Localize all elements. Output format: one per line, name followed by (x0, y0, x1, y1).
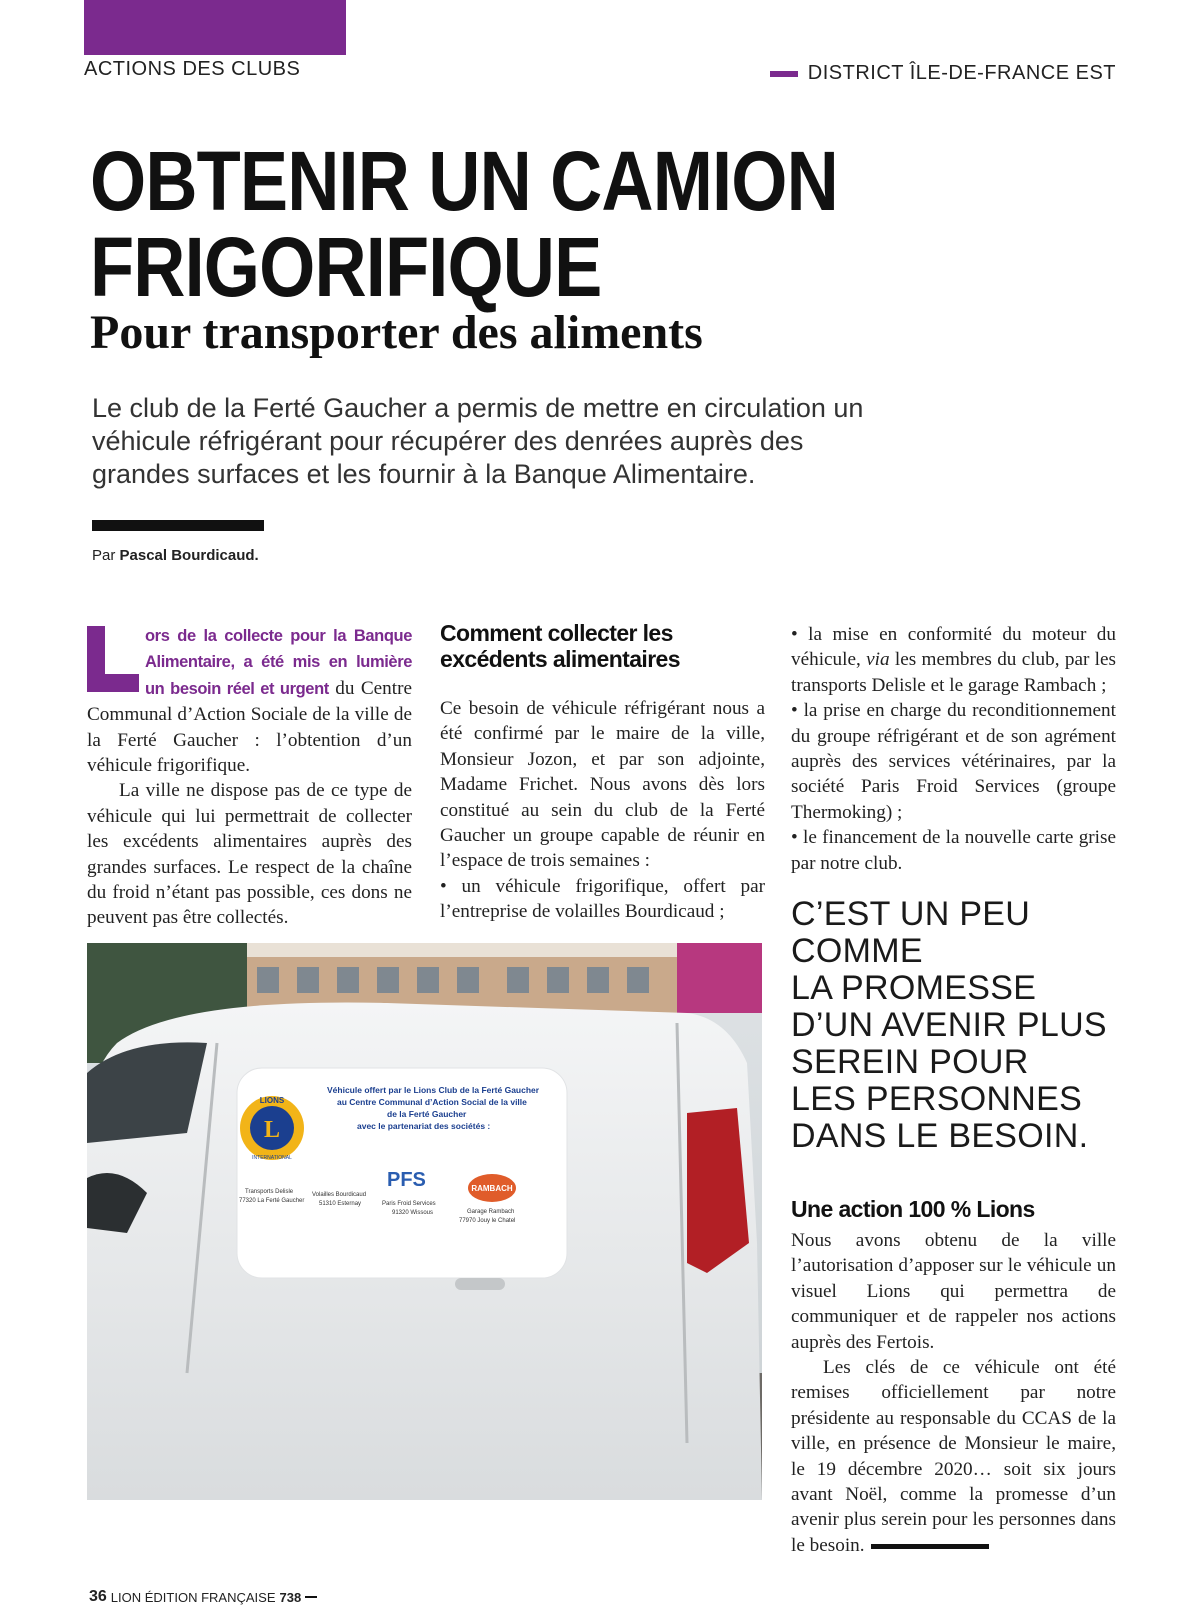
byline-author: Pascal Bourdicaud. (119, 547, 259, 564)
dropcap (87, 626, 139, 692)
bullet-2-b: les membres du club, par les transports Delisle et le garage Rambach ; (791, 649, 1116, 696)
article-subtitle: Pour transporter des aliments (90, 306, 703, 359)
col3-p2-text: Les clés de ce véhicule ont été remises officiellement par notre présidente au responsable du CCAS de la ville, en présence de Monsieur le maire, le 19 décembre 2020… soit six jours avant Noël, comme la promesse d’un avenir plus serein pour les personnes dans le besoin. (791, 1357, 1116, 1556)
sponsor-name: Garage Rambach (467, 1209, 515, 1215)
district-label (770, 62, 1116, 85)
bullet-1: • un véhicule frigorifique, offert par l’entreprise de volailles Bourdicaud ; (440, 875, 765, 923)
van-photo (87, 943, 762, 1500)
col3-p1: Nous avons obtenu de la ville l’autorisation d’apposer sur le véhicule un visuel Lions qui permettra de communiquer et de rappeler nos actions auprès des Fertois. (791, 1230, 1116, 1353)
col1-p1: du Centre Communal d’Action Sociale de la ville de la Ferté Gaucher : l’obtention d’un véhicule frigorifique. (87, 677, 412, 777)
lions-word: LIONS (259, 1096, 285, 1105)
col1-p2: La ville ne dispose pas de ce type de véhicule qui lui permettrait de collecter les excédents alimentaires auprès des grandes surfaces. Le respect de la chaîne du froid n’étant pas possible, ces dons ne peuvent pas être collectés. (87, 780, 412, 929)
sponsor-addr: 77320 La Ferté Gaucher (239, 1198, 305, 1204)
heading-action-lions: Une action 100 % Lions (791, 1196, 1035, 1222)
intl-word: INTERNATIONAL (252, 1155, 292, 1161)
pull-quote-line: DANS LE BESOIN. (791, 1117, 1089, 1155)
lead-rule (92, 520, 264, 531)
district-dash (770, 71, 798, 77)
svg-text:L: L (263, 1117, 281, 1143)
column-3 (791, 622, 1116, 876)
title-line-1: OBTENIR UN CAMION (90, 134, 838, 228)
district-text: DISTRICT ÎLE-DE-FRANCE EST (807, 62, 1116, 84)
pfs-logo: PFS (387, 1169, 426, 1191)
van-illustration (87, 943, 762, 1500)
byline (92, 547, 259, 564)
heading-comment-collecter: Comment collecter les excédents alimentaires (440, 620, 680, 672)
footer-dash (305, 1596, 317, 1598)
sponsor-name: Transports Delisle (245, 1189, 294, 1195)
bullet-2 (791, 622, 1116, 698)
pull-quote-line: SEREIN POUR (791, 1043, 1029, 1081)
article-title (90, 134, 864, 314)
bullet-2-a: • la mise en conformité du moteur du véhicule, (791, 624, 1116, 671)
sponsor-addr: 51310 Esternay (319, 1201, 362, 1207)
sponsor-addr: 91320 Wissous (392, 1210, 434, 1216)
decal-line: Véhicule offert par le Lions Club de la Ferté Gaucher (327, 1085, 540, 1095)
sponsor-addr: 77970 Jouy le Chatel (459, 1218, 516, 1224)
decal-line: au Centre Communal d’Action Social de la ville (337, 1097, 527, 1107)
pull-quote (791, 896, 1131, 1155)
title-line-2: FRIGORIFIQUE (90, 220, 602, 314)
decal-line: avec le partenariat des sociétés : (357, 1121, 491, 1131)
decal-line: de la Ferté Gaucher (387, 1109, 467, 1119)
pull-quote-line: C’EST UN PEU (791, 895, 1031, 933)
column-2 (440, 696, 765, 925)
bullet-3: • la prise en charge du reconditionnement du groupe réfrigérant et de son agrément auprès des services vétérinaires, par la société Paris Froid Services (groupe Thermoking) ; (791, 700, 1116, 823)
end-mark (871, 1544, 989, 1549)
issue-number: 738 (279, 1589, 302, 1605)
pull-quote-line: LES PERSONNES (791, 1080, 1083, 1118)
lead-in: ors de la collecte pour la Banque Alimentaire, a été mis en lumière un besoin réel et urgent (145, 627, 412, 698)
rambach-logo: RAMBACH (471, 1184, 513, 1193)
sponsor-name: Volailles Bourdicaud (312, 1192, 367, 1198)
pull-quote-line: D’UN AVENIR PLUS (791, 1006, 1107, 1044)
byline-prefix: Par (92, 547, 116, 564)
page-footer (89, 1588, 317, 1606)
column-1 (87, 623, 412, 931)
col2-p1: Ce besoin de véhicule réfrigérant nous a été confirmé par le maire de la ville, Monsieur Jozon, et par son adjointe, Madame Frichet. Nous avons dès lors constitué au sein du club de la Ferté Gaucher un groupe capable de réunir en l’espace de trois semaines : (440, 698, 765, 872)
pull-quote-line: COMME (791, 932, 923, 970)
section-label: ACTIONS DES CLUBS (84, 58, 301, 80)
section-color-bar (84, 0, 346, 55)
col3-p2 (791, 1355, 1116, 1558)
page-number: 36 (89, 1588, 107, 1605)
publication-name: LION ÉDITION FRANÇAISE (110, 1589, 276, 1605)
bullet-2-via: via (866, 649, 890, 671)
sponsor-name: Paris Froid Services (382, 1201, 436, 1207)
bullet-4: • le financement de la nouvelle carte grise par notre club. (791, 827, 1116, 874)
pull-quote-line: LA PROMESSE (791, 969, 1037, 1007)
column-3-lower (791, 1228, 1116, 1558)
article-lead: Le club de la Ferté Gaucher a permis de mettre en circulation un véhicule réfrigérant pour récupérer des denrées auprès des grandes surfaces et les fournir à la Banque Alimentaire. (92, 393, 864, 489)
